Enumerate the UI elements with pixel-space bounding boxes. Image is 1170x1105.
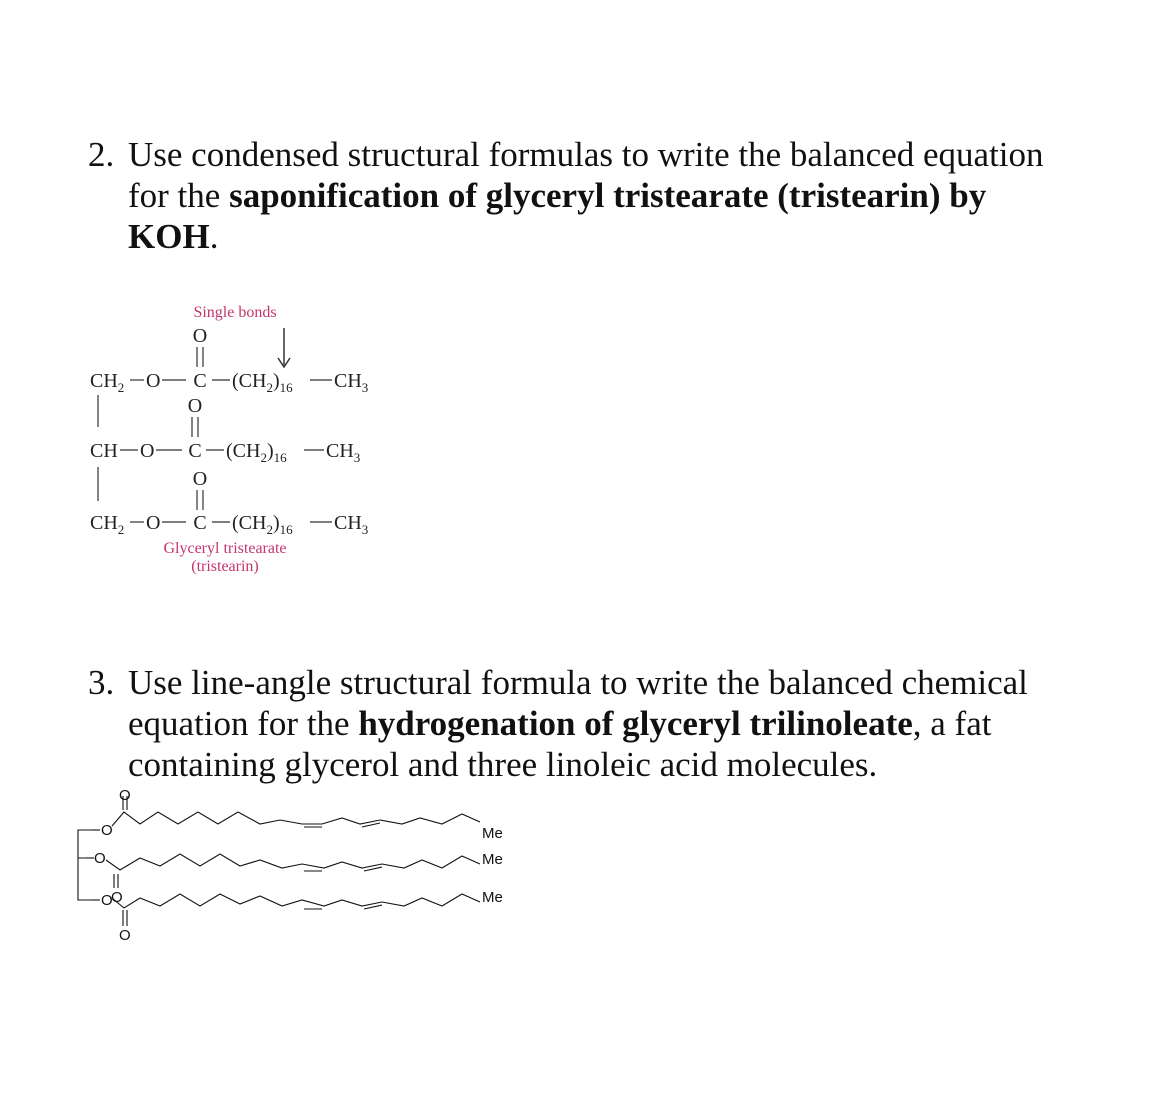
glycerol-ch2-top: $CH_2$ (90, 370, 125, 395)
ester-oxygen-3: O (146, 512, 161, 534)
question-2-line-1: Use condensed structural formulas to write the balanced equation (128, 135, 1044, 174)
question-3-number: 3. (88, 663, 115, 702)
glycerol-ch-middle: CH (90, 440, 118, 462)
question-2-bold-text: saponification of glyceryl tristearate (tristearin) by (229, 176, 987, 215)
terminal-ch3-1: $CH_3$ (334, 370, 369, 395)
ester-oxygen-top: O (101, 822, 113, 839)
question-3-line-3: containing glycerol and three linoleic acid molecules. (128, 745, 878, 784)
question-3-line-2-text: equation for the (128, 704, 359, 743)
tristearin-structure-figure (60, 295, 420, 585)
ester-oxygen-2: O (140, 440, 155, 462)
chain-1: $(CH_2)_{16}$ (232, 370, 293, 395)
glycerol-ch2-bottom: $CH_2$ (90, 512, 125, 537)
carbonyl-oxygen-3: O (192, 468, 208, 490)
tristearin-name: Glyceryl tristearate (163, 540, 287, 557)
terminal-ch3-2: $CH_3$ (326, 440, 361, 465)
carbonyl-oxygen-middle: O (111, 889, 123, 906)
carbonyl-oxygen-bottom: O (119, 927, 131, 944)
chain-3: $(CH_2)_{16}$ (232, 512, 293, 537)
question-3-line-2-tail: , a fat (912, 704, 992, 743)
carbonyl-oxygen-2: O (187, 395, 203, 417)
terminal-ch3-3: $CH_3$ (334, 512, 369, 537)
glycerol-backbone (78, 830, 92, 900)
ester-oxygen-middle: O (94, 850, 106, 867)
question-3-line-1: Use line-angle structural formula to write the balanced chemical (128, 663, 1028, 702)
chain-3 (112, 894, 480, 908)
question-3-bold-text: hydrogenation of glyceryl trilinoleate (358, 704, 913, 743)
carbonyl-carbon-1: C (193, 370, 207, 392)
carbonyl-carbon-2: C (188, 440, 202, 462)
methyl-3: Me (482, 889, 503, 906)
tristearin-alt-name: (tristearin) (191, 558, 259, 575)
single-bonds-label: Single bonds (193, 304, 277, 321)
question-2-number: 2. (88, 135, 115, 174)
carbonyl-oxygen-top: O (119, 787, 131, 804)
ester-oxygen-bottom: O (101, 892, 113, 909)
chain-2: $(CH_2)_{16}$ (226, 440, 287, 465)
question-3 (88, 662, 1088, 785)
question-2-line-2-text: for the (128, 176, 230, 215)
question-2 (88, 134, 1088, 257)
chain-2 (106, 854, 480, 870)
methyl-1: Me (482, 825, 503, 842)
methyl-2: Me (482, 851, 503, 868)
ester-oxygen-1: O (146, 370, 161, 392)
question-2-reagent: KOH (128, 217, 210, 256)
carbonyl-carbon-3: C (193, 512, 207, 534)
carbonyl-oxygen-1: O (192, 325, 208, 347)
question-2-period: . (209, 217, 219, 256)
chain-1 (112, 812, 480, 826)
trilinoleate-structure-figure (70, 780, 540, 950)
